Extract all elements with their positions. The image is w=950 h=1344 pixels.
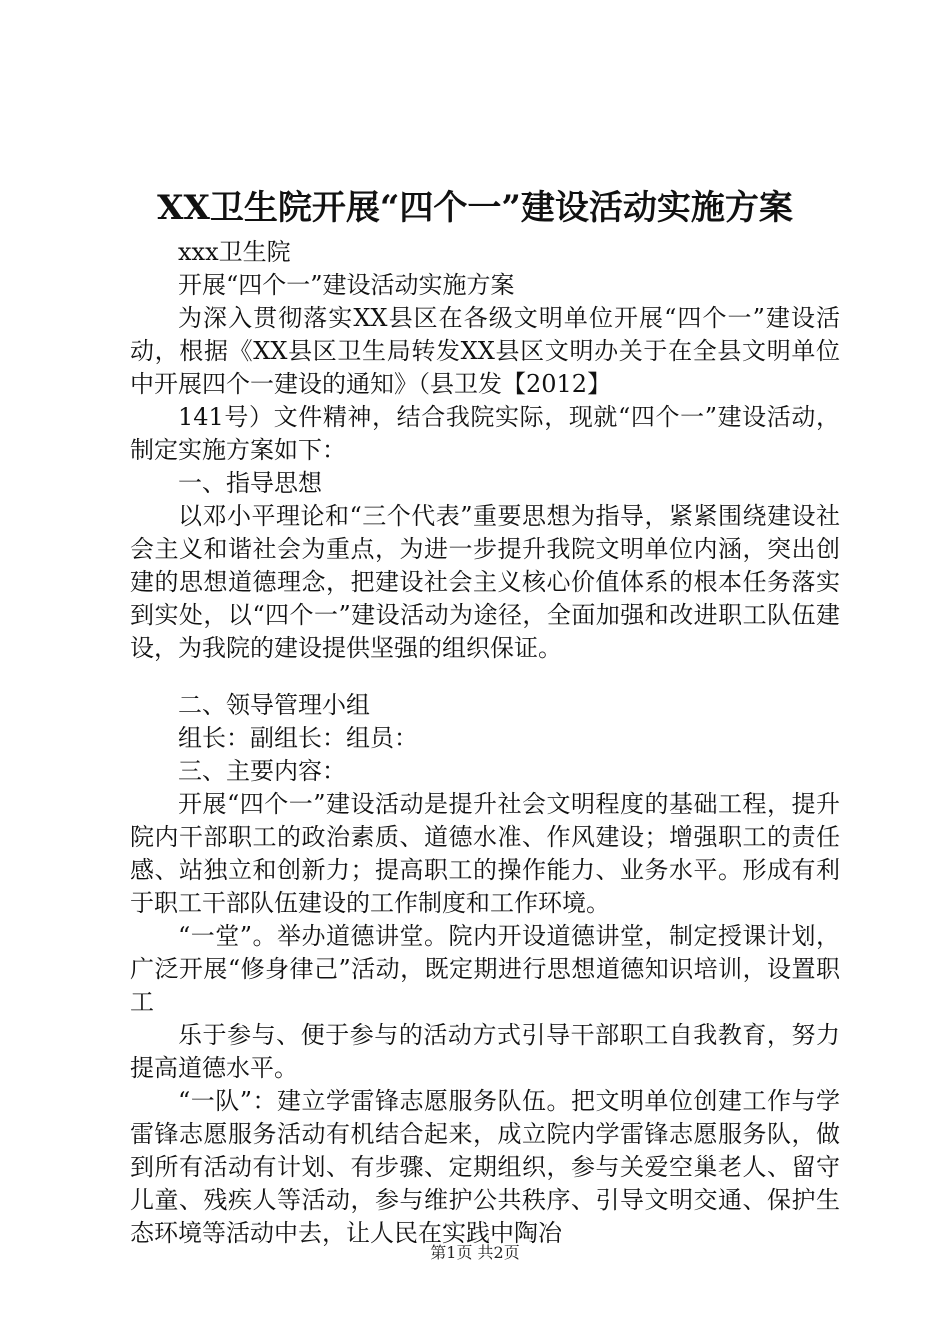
paragraph-group-members: 组长：副组长：组员： (178, 724, 418, 752)
paragraph-main-content: 开展“四个一”建设活动是提升社会文明程度的基础工程，提升院内干部职工的政治素质、道德水准、作风建设；增强职工的责任感、站独立和创新力；提高职工的操作能力、业务水平。形成有利于职工干部队伍建设的工作制度和工作环境。 (130, 790, 840, 917)
paragraph-subtitle: 开展“四个一”建设活动实施方案 (178, 271, 515, 299)
paragraph-yi-tang: “一堂”。举办道德讲堂。院内开设道德讲堂，制定授课计划，广泛开展“修身律己”活动，既定期进行思想道德知识培训，设置职工 (130, 922, 840, 1016)
page-number-footer: 第1页 共2页 (430, 1243, 520, 1262)
paragraph-guiding-thought: 以邓小平理论和“三个代表”重要思想为指导，紧紧围绕建设社会主义和谐社会为重点，为进一步提升我院文明单位内涵，突出创建的思想道德理念，把建设社会主义核心价值体系的根本任务落实到实处，以“四个一”建设活动为途径，全面加强和改进职工队伍建设，为我院的建设提供坚强的组织保证。 (130, 502, 840, 662)
paragraph-intro: 为深入贯彻落实XX县区在各级文明单位开展“四个一”建设活动，根据《XX县区卫生局转发XX县区文明办关于在全县文明单位中开展四个一建设的通知》（县卫发【2012】 (130, 304, 840, 398)
paragraph-yi-tang-cont: 乐于参与、便于参与的活动方式引导干部职工自我教育，努力提高道德水平。 (130, 1021, 840, 1082)
paragraph-intro-cont: 141号）文件精神，结合我院实际，现就“四个一”建设活动，制定实施方案如下： (130, 403, 840, 464)
section-heading-guiding-thought: 一、指导思想 (178, 469, 322, 497)
document-body (130, 236, 840, 1250)
document-title: XX卫生院开展“四个一”建设活动实施方案 (157, 188, 793, 228)
section-heading-leadership-group: 二、领导管理小组 (178, 691, 370, 719)
paragraph-issuer: xxx卫生院 (178, 238, 291, 266)
paragraph-yi-dui: “一队”：建立学雷锋志愿服务队伍。把文明单位创建工作与学雷锋志愿服务活动有机结合起来，成立院内学雷锋志愿服务队，做到所有活动有计划、有步骤、定期组织，参与关爱空巢老人、留守儿童、残疾人等活动，参与维护公共秩序、引导文明交通、保护生态环境等活动中去，让人民在实践中陶冶 (130, 1087, 840, 1247)
section-heading-main-content: 三、主要内容： (178, 757, 346, 785)
